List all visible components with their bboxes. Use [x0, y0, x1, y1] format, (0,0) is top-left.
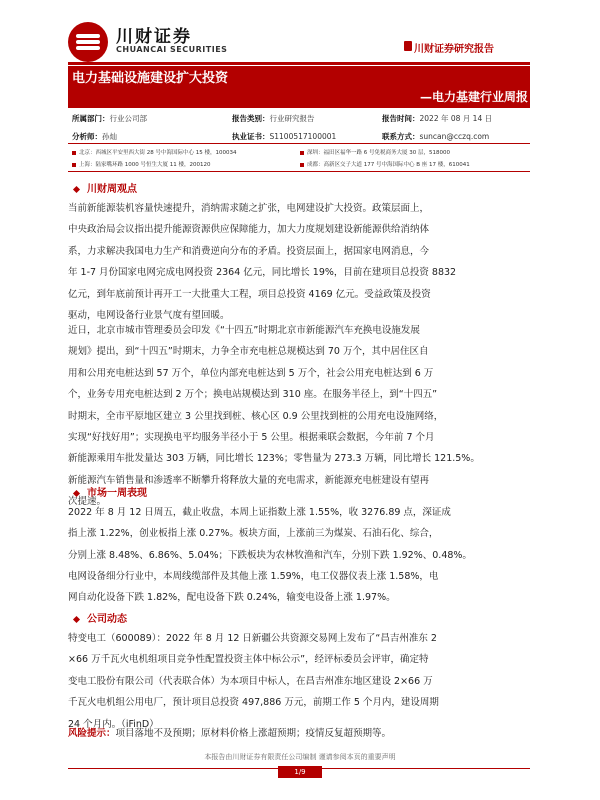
section-heading-company: 公司动态 — [74, 610, 127, 625]
diamond-bullet-icon — [73, 615, 80, 622]
type-value: 行业研究报告 — [269, 114, 315, 123]
date-info — [382, 113, 492, 124]
analyst-label: 分析师： — [72, 132, 102, 141]
address-beijing: 北京：西城区平安里西大街 28 号中海国际中心 15 楼，100034 — [72, 148, 237, 156]
analyst-value: 孙灿 — [102, 132, 117, 141]
dept-info — [72, 113, 147, 124]
report-label: 川财证券研究报告 — [414, 44, 494, 55]
type-label: 报告类别： — [232, 114, 270, 123]
date-label: 报告时间： — [382, 114, 420, 123]
info-rule — [68, 143, 530, 144]
risk-label: 风险提示： — [68, 728, 116, 739]
type-info — [232, 113, 315, 124]
address-marker-icon — [72, 163, 76, 167]
address-shanghai: 上海：陆家嘴环路 1000 号恒生大厦 11 楼，200120 — [72, 160, 211, 168]
analyst-info — [72, 131, 117, 142]
disclaimer-note: 本报告由川财证券有限责任公司编制 谨请参阅本页的重要声明 — [204, 753, 396, 761]
paragraph-market-2: 电网设备细分行业中，本周线缆部件及其他上涨 1.59%，电工仪器仪表上涨 1.58%，电 网自动化设备下跌 1.82%，配电设备下跌 0.24%，输变电设备上涨 1.97%。 — [68, 571, 439, 604]
address-rule — [68, 171, 530, 172]
date-value: 2022 年 08 月 14 日 — [419, 114, 493, 123]
diamond-bullet-icon — [73, 489, 80, 496]
contact-email[interactable]: suncan@cczq.com — [419, 132, 490, 141]
section-heading-weekly-view: 川财周观点 — [74, 180, 137, 195]
address-chengdu: 成都：高新区交子大道 177 号中海国际中心 B 座 17 楼，610041 — [300, 160, 470, 168]
cert-value: S1100517100001 — [269, 132, 337, 141]
paragraph-weekly-view-2: 近日，北京市城市管理委员会印发《“十四五”时期北京市新能源汽车充换电设施发展 规划》提出，到“十四五”时期末，力争全市充电桩总规模达到 70 万个，其中居住区自 用和公用充电桩达到 57 万个，单位内部充电桩达到 5 万个，社会公用充电桩达到 6 万 个，业务专用充电桩达到 2 万个；换电站规模达到 310 座。在服务半径上，到“十四五” 时期末，全市平原地区建立 3 公里找到桩、核心区 0.9 公里找到桩的公用充电设施网络， 实现“好找好用”；实现换电平均服务半径小于 5 公里。根据乘联会数据，今年前 7 个月 新能源乘用车批发量达 303 万辆，同比增长 123%；零售量为 273.3 万辆，同比增长 121.5%。 新能源汽车销售量和渗透率不断攀升将释放大量的充电需求，新能源充电桩建设有望再 次提速。 — [68, 325, 480, 508]
report-icon — [404, 41, 412, 51]
paragraph-market-1: 2022 年 8 月 12 日周五，截止收盘，本周上证指数上涨 1.55%，收 3276.89 点，深证成 指上涨 1.22%，创业板指上涨 0.27%。板块方面，上涨前三为煤炭、石油石化、综合， 分别上涨 8.48%、6.86%、5.04%；下跌板块为农林牧渔和汽车，分别下跌 1.92%、0.48%。 — [68, 507, 472, 561]
page-number: 1/9 — [278, 766, 322, 778]
paragraph-company-1: 特变电工（600089）：2022 年 8 月 12 日新疆公共资源交易网上发布了“昌吉州准东 2 ×66 万千瓦火电机组项目竞争性配置投资主体中标公示”，经评标委员会评审，确定特 变电工股份有限公司（代表联合体）为本项目中标人，在昌吉州准东地区建设 2×66 万 千瓦火电机组公用电厂，预计项目总投资 497,886 万元，前期工作 5 个月内，建设周期 24 个月内。（iFinD） — [68, 633, 439, 730]
report-title: 电力基础设施建设扩大投资 — [72, 71, 229, 86]
brand-name-en: CHUANCAI SECURITIES — [116, 45, 228, 54]
address-marker-icon — [300, 151, 304, 155]
diamond-bullet-icon — [73, 185, 80, 192]
paragraph-weekly-view-1: 当前新能源装机容量快速提升，消纳需求随之扩张，电网建设扩大投资。政策层面上， 中央政治局会议指出提升能源资源供应保障能力，加大力度规划建设新能源供给消纳体 系，力求解决我国电力生产和消费逆向分布的矛盾。投资层面上，据国家电网消息，今 年 1-7 月份国家电网完成电网投资 2364 亿元，同比增长 19%，目前在建项目总投资 8832 亿元，到年底前预计再开工一大批重大工程，项目总投资 4169 亿元。受益政策及投资 驱动，电网设备行业景气度有望回暖。 — [68, 203, 457, 322]
company-logo — [68, 22, 108, 62]
contact-info — [382, 131, 489, 142]
cert-label: 执业证书： — [232, 132, 270, 141]
brand-name: 川财证券 — [116, 27, 192, 47]
section-heading-market: 市场一周表现 — [74, 484, 147, 499]
report-subtitle: —电力基建行业周报 — [419, 90, 528, 104]
risk-warning — [68, 725, 391, 739]
contact-label: 联系方式： — [382, 132, 420, 141]
risk-text: 项目落地不及预期；原材料价格上涨超预期；疫情反复超预期等。 — [115, 728, 392, 739]
cert-info — [232, 131, 336, 142]
address-marker-icon — [72, 151, 76, 155]
dept-label: 所属部门： — [72, 114, 110, 123]
header-rule — [68, 62, 530, 65]
dept-value: 行业公司部 — [109, 114, 147, 123]
address-shenzhen: 深圳：福田区福华一路 6 号免税商务大厦 30 层，518000 — [300, 148, 450, 156]
address-marker-icon — [300, 163, 304, 167]
